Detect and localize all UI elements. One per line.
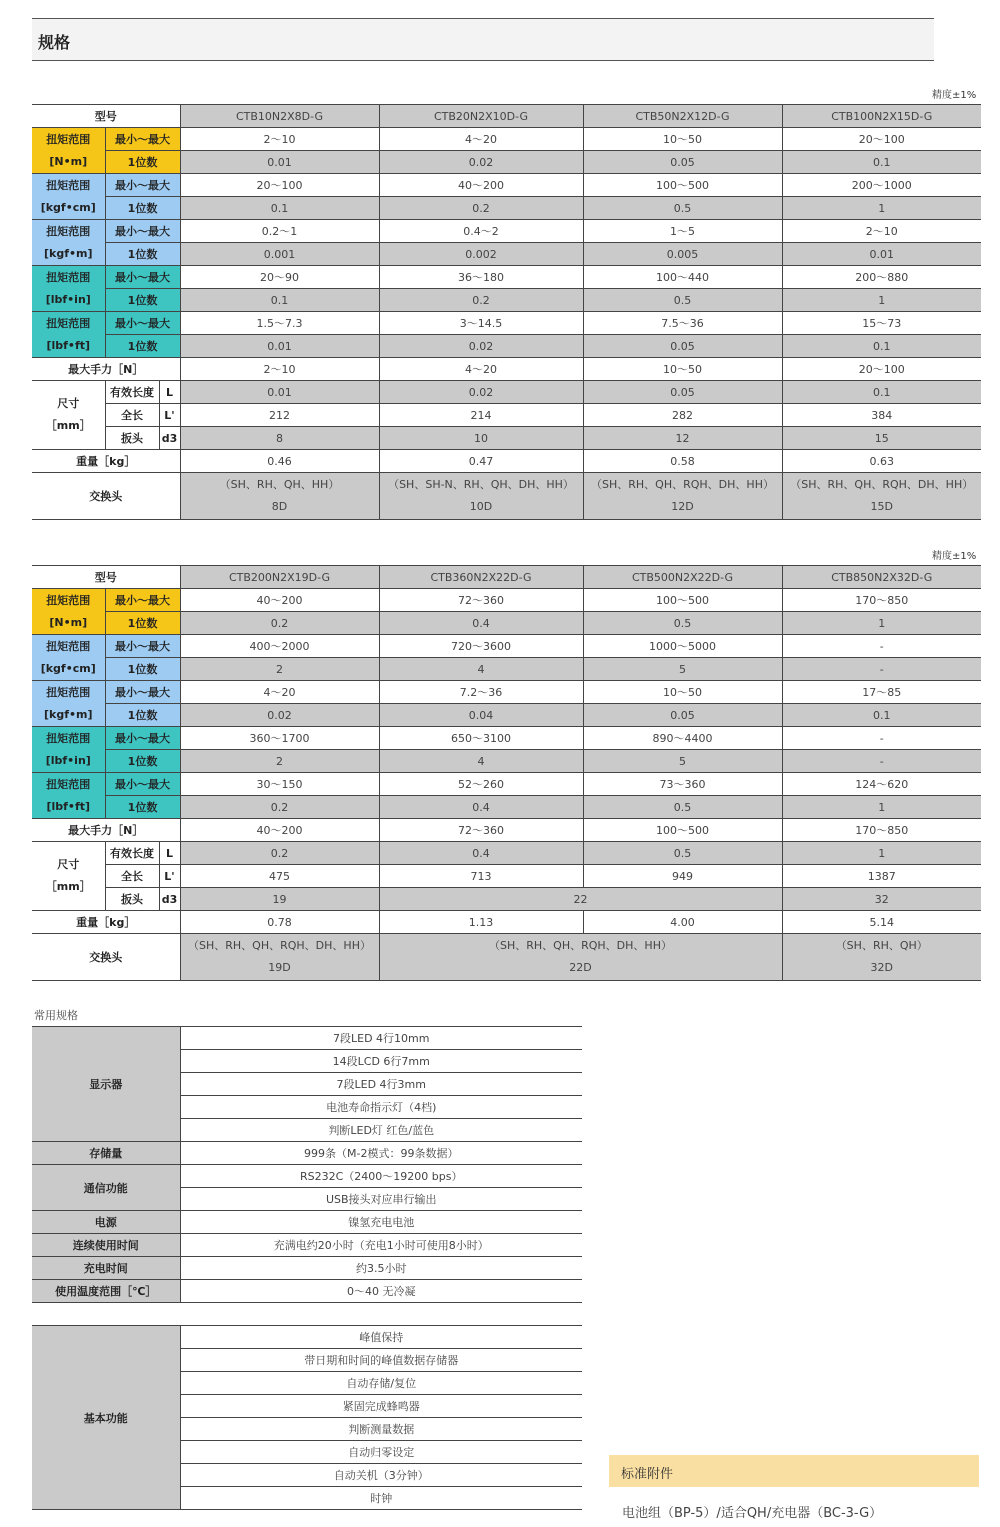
value-cell: 0.1 [782,381,981,404]
value-cell: 282 [583,404,782,427]
exchange-head-cell [583,473,782,520]
value-cell: 10 [379,427,583,450]
value-cell: 0.001 [180,243,379,266]
value-cell: 170～850 [782,589,981,612]
basic-function: 带日期和时间的峰值数据存储器 [180,1349,582,1372]
memory-spec: 999条（M-2模式：99条数据） [180,1142,582,1165]
head-code: 12D [671,500,694,513]
size-text: 尺寸 [57,858,80,871]
symbol-l: L [159,842,180,865]
value-cell: 100～440 [583,266,782,289]
value-cell: 20～90 [180,266,379,289]
unit-label: [N•m] [32,612,105,635]
value-cell: 2～10 [180,128,379,151]
one-digit-label: 1位数 [105,750,180,773]
value-cell: 0.78 [180,911,379,934]
value-cell: 0.5 [583,796,782,819]
accessories-item: 电池组（BP-5）/适合QH/充电器（BC-3-G） [622,1506,883,1521]
min-max-label: 最小～最大 [105,635,180,658]
size-unit: ［mm］ [45,419,91,432]
value-cell: 32 [782,888,981,911]
wrench-head-label: 扳头 [105,427,159,450]
one-digit-label: 1位数 [105,658,180,681]
head-list: （SH、RH、QH、RQH、DH、HH） [591,478,774,491]
value-cell: 0.2～1 [180,220,379,243]
value-cell: 1～5 [583,220,782,243]
unit-label: [lbf•in] [32,289,105,312]
value-cell: 212 [180,404,379,427]
value-cell: 214 [379,404,583,427]
value-cell: 7.5～36 [583,312,782,335]
one-digit-label: 1位数 [105,289,180,312]
value-cell: 5 [583,658,782,681]
value-cell: 0.2 [180,612,379,635]
value-cell: 4 [379,750,583,773]
value-cell: 100～500 [583,174,782,197]
basic-function: 自动关机（3分钟） [180,1464,582,1487]
value-cell: 0.05 [583,704,782,727]
min-max-label: 最小～最大 [105,773,180,796]
head-list: （SH、SH-N、RH、QH、DH、HH） [388,478,574,491]
value-cell: 0.05 [583,151,782,174]
model-name: CTB50N2X12D-G [583,105,782,128]
value-cell: 2 [180,750,379,773]
value-cell: 1 [782,612,981,635]
value-cell: 0.1 [782,704,981,727]
value-cell: 1 [782,197,981,220]
head-list: （SH、RH、QH） [835,939,928,952]
head-code: 32D [870,961,893,974]
basic-function: 自动存储/复位 [180,1372,582,1395]
power-spec: 镍氢充电电池 [180,1211,582,1234]
value-cell: 100～500 [583,589,782,612]
symbol-l-prime: L' [159,865,180,888]
value-cell: 0.02 [379,151,583,174]
value-cell: 1387 [782,865,981,888]
value-cell: 0.01 [782,243,981,266]
value-cell: 20～100 [180,174,379,197]
value-cell: 650～3100 [379,727,583,750]
max-hand-force-label: 最大手力［N］ [32,819,180,842]
temperature-label: 使用温度范围［℃］ [32,1280,180,1303]
basic-functions-label: 基本功能 [32,1326,180,1510]
symbol-l: L [159,381,180,404]
exchange-head-label: 交换头 [32,473,180,520]
value-cell: 2 [180,658,379,681]
value-cell: 0.1 [782,335,981,358]
one-digit-label: 1位数 [105,796,180,819]
model-name: CTB360N2X22D-G [379,566,583,589]
exchange-head-cell [782,473,981,520]
torque-range-label: 扭矩范围 [32,635,105,658]
value-cell: 0.5 [583,612,782,635]
value-cell: 0.46 [180,450,379,473]
unit-label: [lbf•ft] [32,796,105,819]
display-spec: 14段LCD 6行7mm [180,1050,582,1073]
value-cell: 0.2 [180,796,379,819]
value-cell: 0.01 [180,335,379,358]
basic-function: 自动归零设定 [180,1441,582,1464]
one-digit-label: 1位数 [105,151,180,174]
min-max-label: 最小～最大 [105,266,180,289]
value-cell: 0.5 [583,289,782,312]
value-cell: 0.05 [583,381,782,404]
one-digit-label: 1位数 [105,335,180,358]
value-cell: 720～3600 [379,635,583,658]
model-name: CTB10N2X8D-G [180,105,379,128]
min-max-label: 最小～最大 [105,174,180,197]
size-label [32,842,105,911]
one-digit-label: 1位数 [105,612,180,635]
value-cell: - [782,635,981,658]
value-cell: 0.1 [180,197,379,220]
model-name: CTB500N2X22D-G [583,566,782,589]
display-spec: 判断LED灯 红色/蓝色 [180,1119,582,1142]
power-label: 电源 [32,1211,180,1234]
torque-range-label: 扭矩范围 [32,681,105,704]
basic-function: 时钟 [180,1487,582,1510]
head-list: （SH、RH、QH、RQH、DH、HH） [790,478,974,491]
value-cell: - [782,727,981,750]
value-cell: 949 [583,865,782,888]
value-cell: 10～50 [583,358,782,381]
unit-label: [kgf•cm] [32,658,105,681]
value-cell: 360～1700 [180,727,379,750]
value-cell: 4～20 [379,358,583,381]
usage-time-spec: 充满电约20小时（充电1小时可使用8小时） [180,1234,582,1257]
common-specs-table [32,1026,582,1303]
basic-functions-table [32,1325,582,1510]
value-cell: 4.00 [583,911,782,934]
value-cell: - [782,658,981,681]
value-cell: 0.01 [180,151,379,174]
temperature-spec: 0～40 无冷凝 [180,1280,582,1303]
value-cell: 52～260 [379,773,583,796]
one-digit-label: 1位数 [105,704,180,727]
value-cell: 3～14.5 [379,312,583,335]
exchange-head-cell [180,934,379,981]
value-cell: 40～200 [180,819,379,842]
value-cell: 890～4400 [583,727,782,750]
value-cell: 1.13 [379,911,583,934]
value-cell: 22 [379,888,782,911]
value-cell: 15～73 [782,312,981,335]
value-cell: 475 [180,865,379,888]
value-cell: 170～850 [782,819,981,842]
value-cell: 7.2～36 [379,681,583,704]
min-max-label: 最小～最大 [105,681,180,704]
spec-table-1 [32,104,981,520]
value-cell: 0.02 [180,704,379,727]
head-list: （SH、RH、QH、HH） [219,478,340,491]
value-cell: 0.01 [180,381,379,404]
comm-spec: RS232C（2400～19200 bps） [180,1165,582,1188]
value-cell: 384 [782,404,981,427]
torque-range-label: 扭矩范围 [32,220,105,243]
value-cell: 5.14 [782,911,981,934]
value-cell: 5 [583,750,782,773]
torque-range-label: 扭矩范围 [32,128,105,151]
min-max-label: 最小～最大 [105,312,180,335]
value-cell: 2～10 [782,220,981,243]
one-digit-label: 1位数 [105,197,180,220]
total-length-label: 全长 [105,865,159,888]
head-code: 8D [271,500,288,513]
value-cell: 0.02 [379,381,583,404]
min-max-label: 最小～最大 [105,727,180,750]
value-cell: 200～1000 [782,174,981,197]
unit-label: [lbf•ft] [32,335,105,358]
comm-spec: USB接头对应串行输出 [180,1188,582,1211]
value-cell: 20～100 [782,358,981,381]
model-name: CTB100N2X15D-G [782,105,981,128]
effective-length-label: 有效长度 [105,381,159,404]
unit-label: [N•m] [32,151,105,174]
value-cell: 1 [782,842,981,865]
value-cell: 0.63 [782,450,981,473]
value-cell: 0.04 [379,704,583,727]
value-cell: 40～200 [379,174,583,197]
value-cell: 1 [782,796,981,819]
value-cell: 15 [782,427,981,450]
value-cell: 4～20 [379,128,583,151]
exchange-head-cell [782,934,981,981]
value-cell: 1000～5000 [583,635,782,658]
head-list: （SH、RH、QH、RQH、DH、HH） [188,939,371,952]
comm-label: 通信功能 [32,1165,180,1211]
value-cell: 1.5～7.3 [180,312,379,335]
value-cell: 0.05 [583,335,782,358]
basic-function: 紧固完成蜂鸣器 [180,1395,582,1418]
section-title: 规格 [38,33,71,52]
torque-range-label: 扭矩范围 [32,266,105,289]
head-code: 15D [870,500,893,513]
head-code: 19D [268,961,291,974]
value-cell: 0.4 [379,612,583,635]
model-name: CTB200N2X19D-G [180,566,379,589]
value-cell: 8 [180,427,379,450]
head-code: 10D [469,500,493,513]
value-cell: 0.5 [583,197,782,220]
exchange-head-cell [180,473,379,520]
value-cell: 0.02 [379,335,583,358]
value-cell: 72～360 [379,819,583,842]
value-cell: 19 [180,888,379,911]
size-text: 尺寸 [57,397,80,410]
model-label: 型号 [32,105,180,128]
min-max-label: 最小～最大 [105,589,180,612]
charge-time-label: 充电时间 [32,1257,180,1280]
torque-range-label: 扭矩范围 [32,773,105,796]
value-cell: 10～50 [583,681,782,704]
display-spec: 7段LED 4行3mm [180,1073,582,1096]
value-cell: 36～180 [379,266,583,289]
one-digit-label: 1位数 [105,243,180,266]
value-cell: 713 [379,865,583,888]
value-cell: 17～85 [782,681,981,704]
head-list: （SH、RH、QH、RQH、DH、HH） [489,939,672,952]
charge-time-spec: 约3.5小时 [180,1257,582,1280]
value-cell: 0.4 [379,796,583,819]
value-cell: 0.5 [583,842,782,865]
section-title-bar [32,18,934,61]
value-cell: 0.2 [379,289,583,312]
torque-range-label: 扭矩范围 [32,589,105,612]
accuracy-note: 精度±1% [932,551,977,562]
unit-label: [lbf•in] [32,750,105,773]
accessories-header [609,1455,979,1487]
total-length-label: 全长 [105,404,159,427]
model-name: CTB850N2X32D-G [782,566,981,589]
unit-label: [kgf•cm] [32,197,105,220]
value-cell: 72～360 [379,589,583,612]
max-hand-force-label: 最大手力［N］ [32,358,180,381]
display-label: 显示器 [32,1027,180,1142]
value-cell: 73～360 [583,773,782,796]
value-cell: 4 [379,658,583,681]
display-spec: 电池寿命指示灯（4档) [180,1096,582,1119]
value-cell: 0.2 [180,842,379,865]
torque-range-label: 扭矩范围 [32,727,105,750]
value-cell: 0.1 [782,151,981,174]
exchange-head-cell [379,473,583,520]
value-cell: - [782,750,981,773]
value-cell: 124～620 [782,773,981,796]
memory-label: 存储量 [32,1142,180,1165]
value-cell: 0.002 [379,243,583,266]
value-cell: 0.005 [583,243,782,266]
display-spec: 7段LED 4行10mm [180,1027,582,1050]
value-cell: 0.2 [379,197,583,220]
value-cell: 12 [583,427,782,450]
min-max-label: 最小～最大 [105,220,180,243]
unit-label: [kgf•m] [32,243,105,266]
common-specs-title: 常用规格 [34,1009,78,1022]
unit-label: [kgf•m] [32,704,105,727]
weight-label: 重量［kg］ [32,450,180,473]
torque-range-label: 扭矩范围 [32,174,105,197]
symbol-l-prime: L' [159,404,180,427]
model-name: CTB20N2X10D-G [379,105,583,128]
accessories-title: 标准附件 [621,1467,674,1482]
value-cell: 30～150 [180,773,379,796]
basic-function: 峰值保持 [180,1326,582,1349]
value-cell: 40～200 [180,589,379,612]
symbol-d3: d3 [159,427,180,450]
value-cell: 0.1 [180,289,379,312]
basic-function: 判断测量数据 [180,1418,582,1441]
size-unit: ［mm］ [45,880,91,893]
wrench-head-label: 扳头 [105,888,159,911]
exchange-head-cell [379,934,782,981]
accuracy-note: 精度±1% [932,90,977,101]
weight-label: 重量［kg］ [32,911,180,934]
value-cell: 4～20 [180,681,379,704]
value-cell: 10～50 [583,128,782,151]
value-cell: 400～2000 [180,635,379,658]
min-max-label: 最小～最大 [105,128,180,151]
value-cell: 0.47 [379,450,583,473]
torque-range-label: 扭矩范围 [32,312,105,335]
value-cell: 0.4～2 [379,220,583,243]
exchange-head-label: 交换头 [32,934,180,981]
value-cell: 0.58 [583,450,782,473]
spec-table-2 [32,565,981,981]
usage-time-label: 连续使用时间 [32,1234,180,1257]
value-cell: 20～100 [782,128,981,151]
model-label: 型号 [32,566,180,589]
effective-length-label: 有效长度 [105,842,159,865]
symbol-d3: d3 [159,888,180,911]
size-label [32,381,105,450]
head-code: 22D [569,961,592,974]
value-cell: 100～500 [583,819,782,842]
value-cell: 1 [782,289,981,312]
value-cell: 0.4 [379,842,583,865]
value-cell: 2～10 [180,358,379,381]
value-cell: 200～880 [782,266,981,289]
